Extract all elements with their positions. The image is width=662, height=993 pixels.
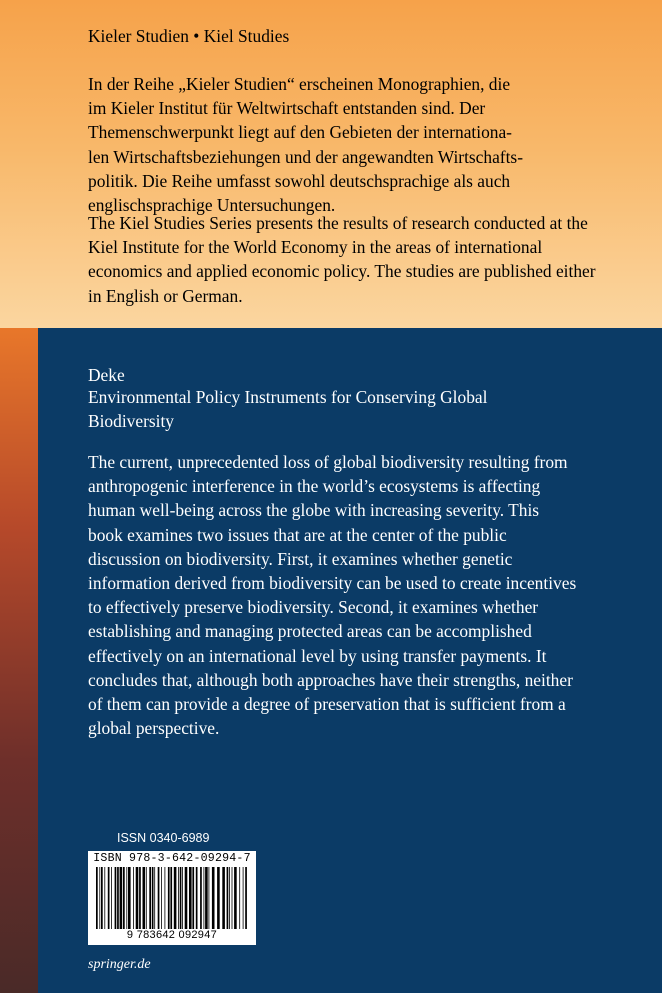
barcode-bar <box>196 867 198 929</box>
book-title: Environmental Policy Instruments for Conserving Global Biodiversity <box>88 387 488 432</box>
barcode-bar <box>192 867 194 929</box>
barcode-bar <box>217 867 220 929</box>
barcode-bar <box>120 867 123 929</box>
barcode-bar <box>212 867 215 929</box>
barcode-bar <box>185 867 188 929</box>
barcode-bar <box>161 867 162 929</box>
barcode-bar <box>117 867 119 929</box>
barcode-bar <box>200 867 202 929</box>
barcode-bar <box>128 867 131 929</box>
barcode-bar <box>168 867 170 929</box>
barcode-bar <box>245 867 247 929</box>
barcode-bar <box>126 867 127 929</box>
barcode-bar <box>204 867 205 929</box>
barcode-bar <box>239 867 240 929</box>
barcode-bars <box>96 867 248 929</box>
barcode-bar <box>174 867 177 929</box>
barcode-bar <box>146 867 147 929</box>
publisher-url: springer.de <box>88 957 151 972</box>
book-author: Deke <box>88 365 125 385</box>
barcode-bar <box>243 867 244 929</box>
barcode-bar <box>104 867 105 929</box>
barcode-bar <box>180 867 182 929</box>
barcode-bar <box>133 867 134 929</box>
barcode-bar <box>158 867 160 929</box>
isbn-label: ISBN 978-3-642-09294-7 <box>93 852 251 865</box>
barcode-bar <box>232 867 233 929</box>
barcode-bar <box>123 867 125 929</box>
barcode-bar <box>111 867 112 929</box>
barcode-bar <box>234 867 237 929</box>
barcode-bar <box>209 867 210 929</box>
series-description-de: In der Reihe „Kieler Studien“ erscheinen Monographien, die im Kieler Institut für Weltwirtschaft entstanden sind. Der Themenschwerpunkt liegt auf den Gebieten der internationa- len Wirtschaftsbeziehungen und der angewandten Wirtschafts- politik. Die Reihe umfasst sowohl deutschsprachige als auch englischsprachige Untersuchungen. <box>88 74 523 216</box>
barcode-bar <box>99 867 100 929</box>
barcode-bar <box>165 867 166 929</box>
barcode-bar <box>182 867 183 929</box>
barcode-bar <box>96 867 98 929</box>
isbn-barcode <box>88 851 256 945</box>
barcode-bar <box>136 867 139 929</box>
barcode-bar <box>178 867 179 929</box>
barcode-bar <box>143 867 146 929</box>
barcode-bar <box>227 867 229 929</box>
series-description-en: The Kiel Studies Series presents the results of research conducted at the Kiel Institute for the World Economy in the areas of international economics and applied economic policy. The studies are published either in English or German. <box>88 213 596 306</box>
series-name: Kieler Studien • Kiel Studies <box>88 26 290 46</box>
barcode-bar <box>205 867 208 929</box>
ean-digits: 9 783642 092947 <box>126 929 218 941</box>
barcode-bar <box>101 867 103 929</box>
barcode-bar <box>222 867 225 929</box>
barcode-bar <box>152 867 154 929</box>
barcode-bar <box>115 867 117 929</box>
barcode-bar <box>139 867 141 929</box>
book-abstract: The current, unprecedented loss of global biodiversity resulting from anthropogenic interference in the world’s ecosystems is affecting human well-being across the globe with increasing severity. This book examines two issues that are at the center of the public discussion on biodiversity. First, it examines whether genetic information derived from biodiversity can be used to create incentives to effectively preserve biodiversity. Second, it examines whether establishing and managing protected areas can be accomplished effectively on an international level by using transfer payments. It concludes that, although both approaches have their strengths, neither of them can provide a degree of preservation that is sufficient from a global perspective. <box>88 452 577 739</box>
accent-strip <box>0 328 38 993</box>
barcode-bar <box>189 867 192 929</box>
barcode-bar <box>229 867 230 929</box>
barcode-bar <box>108 867 110 929</box>
barcode-bar <box>149 867 151 929</box>
barcode-bar <box>154 867 155 929</box>
barcode-bar <box>170 867 172 929</box>
issn-number: ISSN 0340-6989 <box>117 831 210 845</box>
